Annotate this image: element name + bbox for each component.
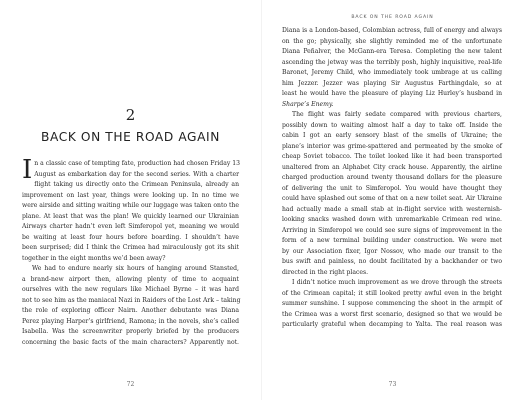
page-number-right: 73 [388, 381, 397, 388]
text-line: possibly down to waiting almost half a day to take off. Inside the [282, 121, 502, 129]
text-line: The flight was fairly sedate compared with previous charters, [292, 111, 502, 118]
text-line: looking snacks washed down with unremarkable Crimean red wine. [282, 216, 502, 223]
text-line: been surprised; did I think the Crimea had miraculously got its shit [22, 244, 239, 251]
text-line: Diana Peñalver, the McGann-era Teresa. Completing the new talent [282, 48, 502, 55]
text-line: Arriving in Simferopol we could see sure signs of improvement in the [282, 226, 502, 234]
text-line: plane. At least that was the plan! We quickly learned our Ukrainian [22, 212, 239, 220]
text-line: We had to endure nearly six hours of hanging around Stansted, [32, 265, 239, 272]
text-line: on the go; physically, she slightly reminded me of the unfortunate [282, 37, 502, 45]
left-body-text [22, 155, 241, 348]
text-line: plane’s interior was grime-spattered and permeated by the smoke of [282, 142, 502, 150]
text-line: particularly grateful when decamping to Yalta. The real reason was [282, 321, 502, 328]
text-line: the role of exploring officer Nairn. Another debutante was Diana [22, 307, 239, 314]
text-line: Isabella. Was the screenwriter properly briefed by the producers [22, 328, 239, 335]
text-line: ascending the jetway was the terribly posh, highly inquisitive, real-life [282, 58, 502, 66]
page-number-left: 72 [126, 381, 135, 388]
text-line: be waiting at least four hours before boarding. I shouldn’t have [22, 233, 239, 241]
text-line: Sharpe’s Enemy. [282, 100, 334, 108]
text-line: least he would have the pleasure of playing Liz Hurley’s husband in [282, 90, 502, 97]
text-line: August as embarkation day for the second series. With a charter [34, 170, 239, 178]
text-line: directed in the right places. [282, 268, 369, 276]
drop-cap: I [22, 155, 33, 185]
chapter-title: BACK ON THE ROAD AGAIN [41, 130, 220, 144]
text-line: charged production around twenty thousand dollars for the pleasure [282, 174, 502, 181]
text-line: Airways charter hadn’t even left Simferopol yet, meaning we would [22, 223, 239, 230]
text-line: I didn’t notice much improvement as we drove through the streets [292, 279, 502, 286]
right-body-text [282, 26, 502, 331]
text-line: cheap Soviet tobacco. The toilet looked like it had been transported [282, 153, 502, 160]
text-line: had actually made a small stab at in-flight service with westernish- [282, 205, 502, 213]
text-line: Baronet, Jeremy Child, who immediately took umbrage at us calling [282, 69, 502, 76]
text-line: n a classic case of tempting fate, production had chosen Friday 13 [34, 160, 240, 167]
text-line: Perez playing Harper’s girlfriend, Ramona; in the novels, she’s called [22, 317, 239, 325]
text-line: together in the eight months we’d been away? [22, 254, 166, 262]
text-line: ourselves with the new regulars like Michael Byrne – it was hard [22, 286, 239, 293]
text-line: the Crimea was a worst first scenario, designed so that we would be [282, 310, 502, 318]
first-paragraph [22, 155, 240, 264]
text-line: unaltered from an Alphabet City crack house. Apparently, the airline [282, 163, 502, 171]
text-line: summer sunshine. I suppose commencing the shoot in the armpit of [282, 300, 502, 307]
left-page [0, 0, 261, 400]
text-line: concerning the basic facts of the main characters? Apparently not. [22, 338, 239, 346]
text-line: Diana is a London-based, Colombian actress, full of energy and always [282, 27, 502, 34]
text-line: were airside and sitting waiting while our luggage was taken onto the [22, 202, 239, 209]
text-line: of delivering the unit to Simferopol. You would have thought they [282, 184, 502, 192]
text-line: him Jezzer. Jezzer was playing Sir Augustus Farthingdale, so at [282, 79, 502, 87]
text-line: flight taking us directly onto the Crimean Peninsula, already an [34, 181, 239, 188]
text-line: not to see him as the maniacal Nazi in Raiders of the Lost Ark – taking [22, 296, 241, 304]
text-line: could have splashed out some of that on a new toilet seat. Air Ukraine [282, 195, 502, 202]
chapter-number: 2 [125, 106, 136, 124]
text-line: of the Crimean capital; it still looked pretty awful even in the bright [282, 289, 502, 297]
text-line: improvement on last year, things were looking up. In no time we [22, 191, 239, 199]
text-line: by our Association fixer, Igor Nossov, who made our transit to the [282, 247, 502, 255]
text-line: a brand-new airport then, allowing plenty of time to acquaint [22, 275, 239, 283]
text-line: bus swift and painless, no doubt facilitated by a backhander or two [282, 258, 502, 265]
right-page [262, 0, 523, 400]
text-line: cabin I got an early sensory blast of the smells of Ukraine; the [282, 132, 502, 139]
text-line: form of a new terminal building under construction. We were met [282, 237, 502, 244]
running-head: BACK ON THE ROAD AGAIN [351, 15, 434, 20]
